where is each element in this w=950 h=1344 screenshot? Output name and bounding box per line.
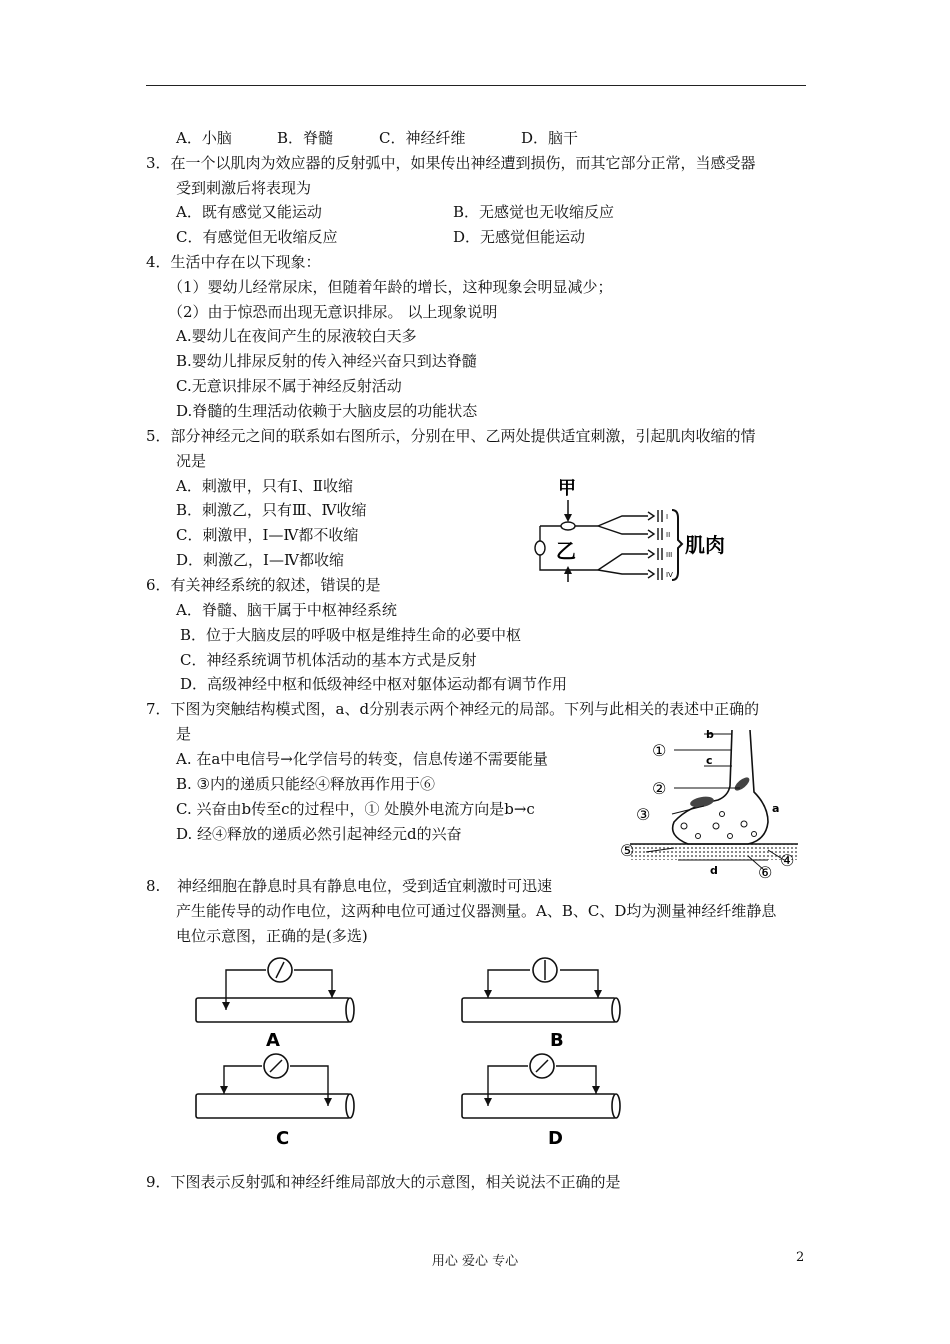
q2-options bbox=[176, 128, 578, 148]
q5-roman-1: I bbox=[666, 513, 669, 521]
page-footer: 用心 爱心 专心 bbox=[431, 1254, 519, 1269]
q7-label-d: d bbox=[710, 864, 718, 877]
q2-option-d: D．脑干 bbox=[521, 129, 579, 147]
q8-figure-b bbox=[456, 950, 626, 1050]
q4-option-b: B.婴幼儿排尿反射的传入神经兴奋只到达脊髓 bbox=[176, 352, 477, 370]
q7-label-4: ④ bbox=[780, 851, 795, 870]
q8-figure-a bbox=[190, 950, 360, 1050]
q3-option-c: C．有感觉但无收缩反应 bbox=[176, 228, 338, 246]
q5-label-jia: 甲 bbox=[558, 478, 576, 499]
page-number: 2 bbox=[796, 1250, 805, 1265]
q7-option-d: D. 经④释放的递质必然引起神经元d的兴奋 bbox=[176, 825, 462, 843]
q8-stem-2: 产生能传导的动作电位，这两种电位可通过仪器测量。A、B、C、D均为测量神经纤维静息 bbox=[176, 902, 777, 920]
q3-stem-2: 受到刺激后将表现为 bbox=[176, 179, 312, 197]
q7-option-c: C. 兴奋由b传至c的过程中，① 处膜外电流方向是b→c bbox=[176, 800, 535, 818]
q4-option-a: A.婴幼儿在夜间产生的尿液较白天多 bbox=[176, 327, 417, 345]
q9-stem: 9．下图表示反射弧和神经纤维局部放大的示意图，相关说法不正确的是 bbox=[146, 1173, 621, 1191]
q5-cell-body bbox=[535, 541, 545, 555]
q6-option-c: C．神经系统调节机体活动的基本方式是反射 bbox=[180, 651, 477, 669]
q3-option-b: B．无感觉也无收缩反应 bbox=[453, 203, 615, 221]
q7-synapse-diagram bbox=[618, 726, 810, 886]
q8-label-a: A bbox=[266, 1030, 280, 1050]
q6-option-d: D．高级神经中枢和低级神经中枢对躯体运动都有调节作用 bbox=[180, 675, 568, 693]
q7-label-b: b bbox=[706, 728, 714, 741]
q5-stimulus-arrow-jia bbox=[564, 514, 572, 522]
q7-label-3: ③ bbox=[636, 805, 651, 824]
q7-stem-2: 是 bbox=[176, 725, 192, 743]
q4-stem: 4．生活中存在以下现象： bbox=[146, 253, 321, 271]
q5-stem-1: 5．部分神经元之间的联系如右图所示，分别在甲、乙两处提供适宜刺激，引起肌肉收缩的情 bbox=[146, 427, 756, 445]
header-rule bbox=[146, 85, 806, 86]
q5-roman-4: IV bbox=[666, 571, 673, 579]
q2-option-b: B．脊髓 bbox=[277, 129, 334, 147]
q8-label-c: C bbox=[276, 1128, 290, 1149]
q8-label-b: B bbox=[550, 1030, 564, 1050]
q5-option-d: D．刺激乙，Ⅰ—Ⅳ都收缩 bbox=[176, 551, 344, 569]
q8-figure-c bbox=[190, 1050, 360, 1150]
q4-option-d: D.脊髓的生理活动依赖于大脑皮层的功能状态 bbox=[176, 402, 478, 420]
q7-stem-1: 7．下图为突触结构模式图，a、d分别表示两个神经元的局部。下列与此相关的表述中正确的 bbox=[146, 700, 760, 718]
q8-fiber-d bbox=[462, 1094, 616, 1118]
q5-label-yi: 乙 bbox=[556, 539, 576, 563]
q7-option-b: B. ③内的递质只能经④释放再作用于⑥ bbox=[176, 775, 436, 793]
q7-label-c: c bbox=[706, 754, 713, 767]
q3-stem-1: 3．在一个以肌肉为效应器的反射弧中，如果传出神经遭到损伤，而其它部分正常，当感受器 bbox=[146, 154, 756, 172]
q5-option-a: A．刺激甲，只有Ⅰ、Ⅱ收缩 bbox=[176, 477, 353, 495]
q3-option-a: A．既有感觉又能运动 bbox=[176, 203, 322, 221]
q7-label-2: ② bbox=[652, 779, 667, 798]
q5-cell-body-jia bbox=[561, 522, 575, 530]
q6-option-b: B．位于大脑皮层的呼吸中枢是维持生命的必要中枢 bbox=[180, 626, 522, 644]
q7-postsynaptic-membrane bbox=[630, 844, 798, 860]
q8-stem-3: 电位示意图，正确的是(多选) bbox=[176, 927, 368, 945]
q6-option-a: A．脊髓、脑干属于中枢神经系统 bbox=[176, 601, 397, 619]
q5-roman-3: III bbox=[666, 551, 673, 559]
q8-label-d: D bbox=[548, 1128, 563, 1149]
q8-figure-d bbox=[456, 1050, 626, 1150]
q4-option-c: C.无意识排尿不属于神经反射活动 bbox=[176, 377, 402, 395]
q4-item-2: （2）由于惊恐而出现无意识排尿。 以上现象说明 bbox=[168, 303, 498, 321]
q8-fiber-b bbox=[462, 998, 616, 1022]
q2-option-a: A．小脑 bbox=[176, 129, 232, 147]
q7-label-1: ① bbox=[652, 741, 667, 760]
q8-stem-1: 神经细胞在静息时具有静息电位，受到适宜刺激时可迅速 bbox=[177, 877, 553, 895]
q5-roman-2: II bbox=[666, 531, 671, 539]
q7-option-a: A. 在a中电信号→化学信号的转变，信息传递不需要能量 bbox=[176, 750, 548, 768]
q8-fiber-c bbox=[196, 1094, 350, 1118]
q5-stem-2: 况是 bbox=[176, 452, 207, 470]
q7-mitochondrion bbox=[733, 775, 752, 793]
q5-option-b: B．刺激乙，只有Ⅲ、Ⅳ收缩 bbox=[176, 501, 367, 519]
q7-label-a: a bbox=[772, 802, 780, 815]
q4-item-1: （1）婴幼儿经常尿床，但随着年龄的增长，这种现象会明显减少； bbox=[168, 278, 613, 296]
q6-stem: 6．有关神经系统的叙述，错误的是 bbox=[146, 576, 381, 594]
q7-label-5: ⑤ bbox=[620, 841, 635, 860]
q8-fiber-a bbox=[196, 998, 350, 1022]
q5-label-muscle: 肌肉 bbox=[685, 533, 725, 557]
q7-label-6: ⑥ bbox=[758, 863, 773, 882]
q5-neuron-diagram bbox=[526, 474, 746, 586]
q2-option-c: C．神经纤维 bbox=[379, 129, 466, 147]
q5-brace bbox=[672, 510, 682, 580]
q3-option-d: D．无感觉但能运动 bbox=[453, 228, 586, 246]
q8-number: 8. bbox=[146, 877, 161, 895]
q5-option-c: C．刺激甲，Ⅰ—Ⅳ都不收缩 bbox=[176, 526, 359, 544]
